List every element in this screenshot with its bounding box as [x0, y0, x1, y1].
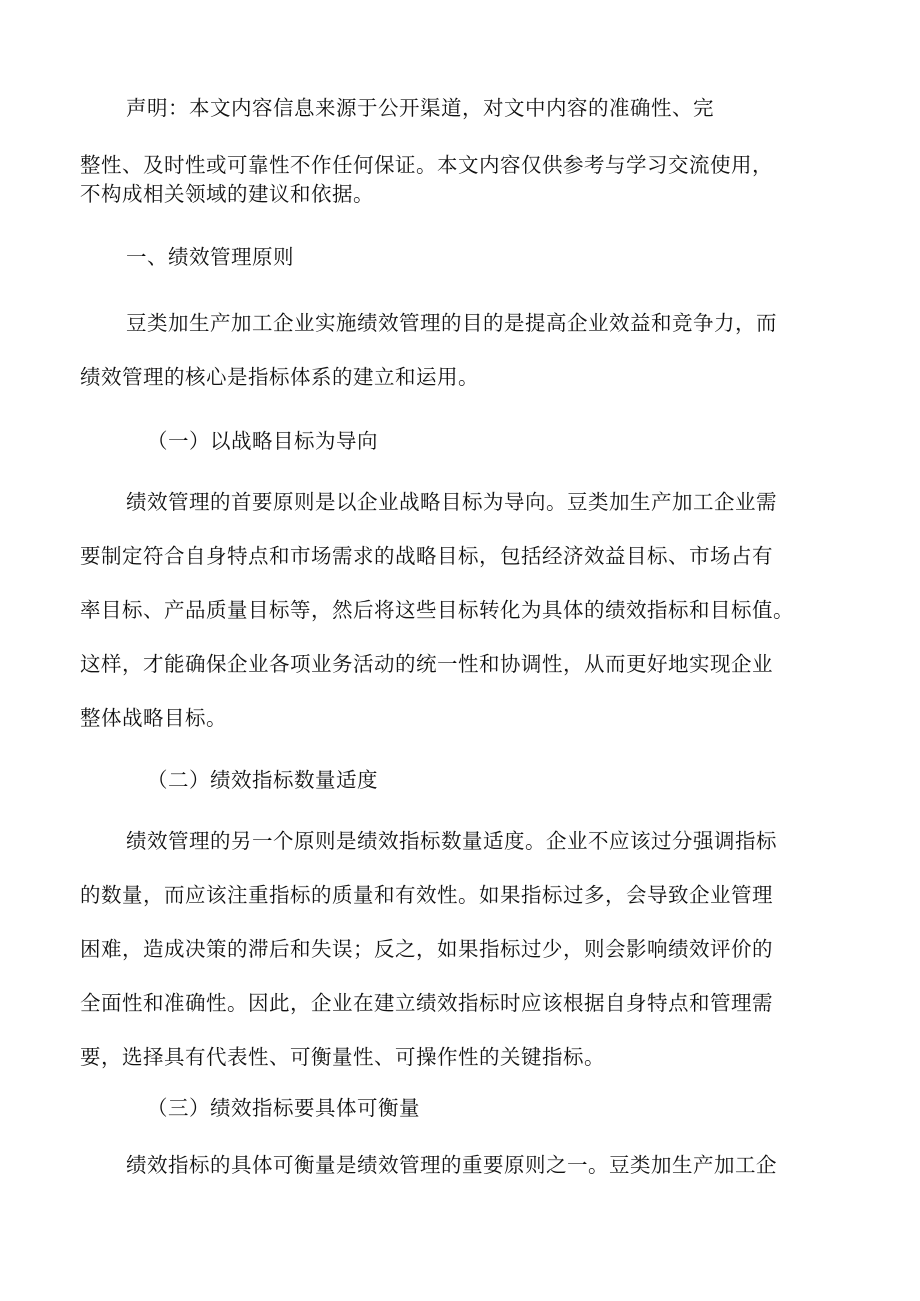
- sub2-paragraph-line-5: 要，选择具有代表性、可衡量性、可操作性的关键指标。: [80, 1045, 605, 1069]
- disclaimer-line-1: 声明：本文内容信息来源于公开渠道，对文中内容的准确性、完: [126, 96, 714, 120]
- subsection-heading-2: （二）绩效指标数量适度: [147, 768, 378, 792]
- section-heading: 一、绩效管理原则: [126, 245, 294, 269]
- sub1-paragraph-line-1: 绩效管理的首要原则是以企业战略目标为导向。豆类加生产加工企业需: [126, 490, 777, 514]
- sub1-paragraph-line-5: 整体战略目标。: [80, 706, 227, 730]
- sub2-paragraph-line-1: 绩效管理的另一个原则是绩效指标数量适度。企业不应该过分强调指标: [126, 829, 777, 853]
- intro-paragraph-line-1: 豆类加生产加工企业实施绩效管理的目的是提高企业效益和竞争力，而: [126, 311, 777, 335]
- intro-paragraph-line-2: 绩效管理的核心是指标体系的建立和运用。: [80, 365, 479, 389]
- subsection-heading-3: （三）绩效指标要具体可衡量: [147, 1096, 420, 1120]
- sub1-paragraph-line-4: 这样，才能确保企业各项业务活动的统一性和协调性，从而更好地实现企业: [80, 652, 773, 676]
- sub2-paragraph-line-2: 的数量，而应该注重指标的质量和有效性。如果指标过多，会导致企业管理: [80, 883, 773, 907]
- sub1-paragraph-line-3: 率目标、产品质量目标等，然后将这些目标转化为具体的绩效指标和目标值。: [80, 598, 794, 622]
- sub2-paragraph-line-4: 全面性和准确性。因此，企业在建立绩效指标时应该根据自身特点和管理需: [80, 991, 773, 1015]
- subsection-heading-1: （一）以战略目标为导向: [147, 429, 378, 453]
- disclaimer-line-2: 整性、及时性或可靠性不作任何保证。本文内容仅供参考与学习交流使用，: [80, 153, 773, 177]
- sub3-paragraph-line-1: 绩效指标的具体可衡量是绩效管理的重要原则之一。豆类加生产加工企: [126, 1153, 777, 1177]
- sub2-paragraph-line-3: 困难，造成决策的滞后和失误；反之，如果指标过少，则会影响绩效评价的: [80, 937, 773, 961]
- disclaimer-line-3: 不构成相关领域的建议和依据。: [80, 182, 374, 206]
- sub1-paragraph-line-2: 要制定符合自身特点和市场需求的战略目标，包括经济效益目标、市场占有: [80, 544, 773, 568]
